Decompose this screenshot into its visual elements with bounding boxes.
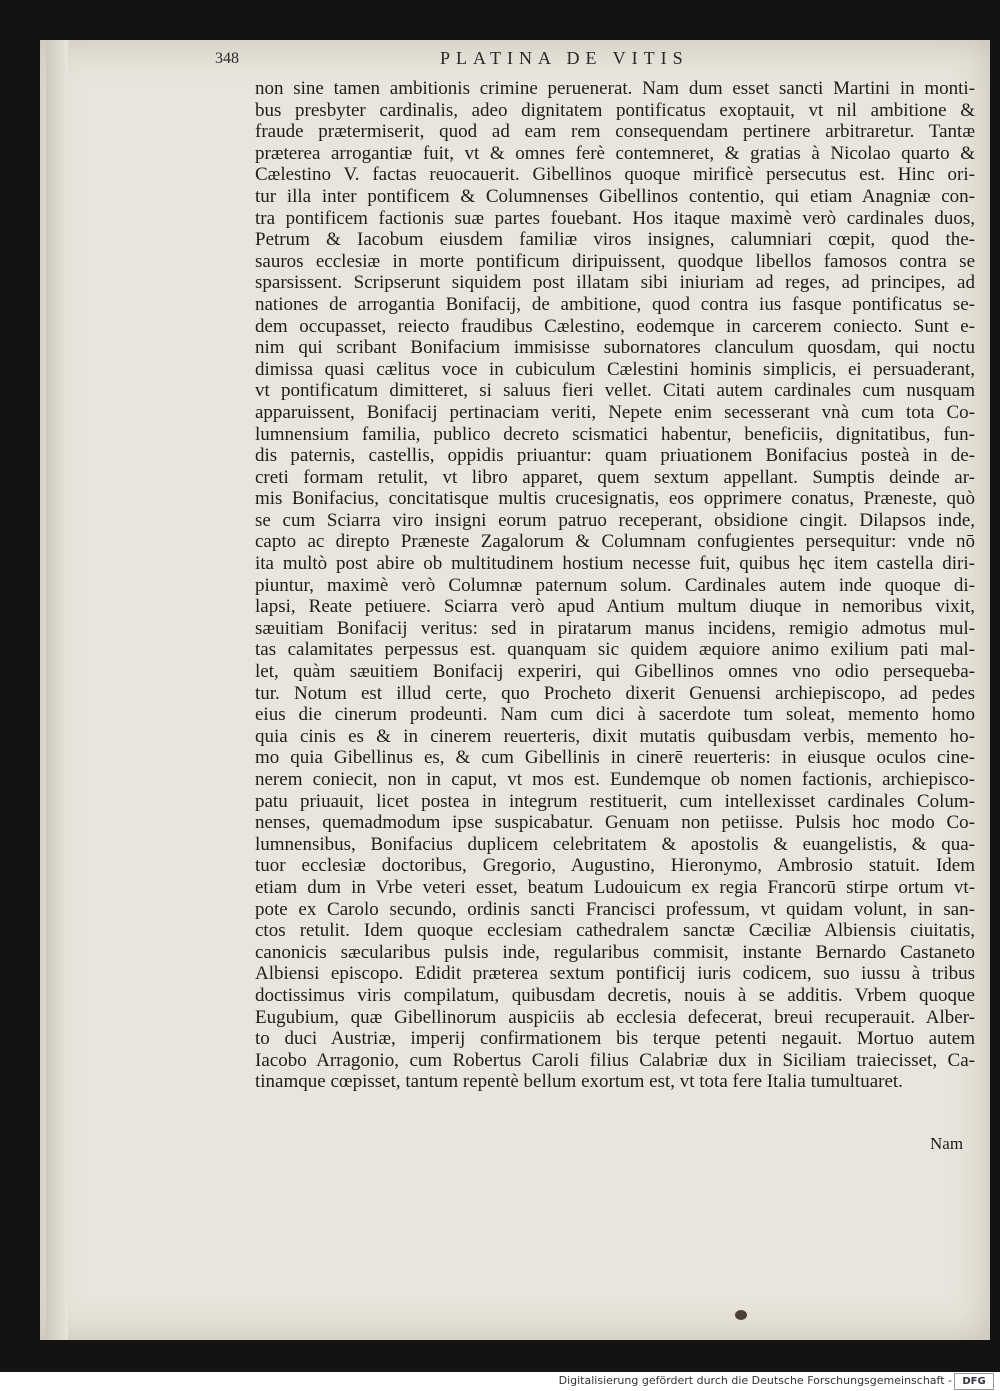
digitization-footer [0,1372,1000,1391]
text-line: Eugubium, quæ Gibellinorum auspiciis ab ecclesia defecerat, breui recuperauit. Alber- [255,1006,975,1028]
text-line: tra pontificem factionis suæ partes fouebant. Hos itaque maximè verò cardinales duos, [255,207,975,229]
catchword: Nam [930,1134,964,1153]
page-gutter-shadow [46,40,68,1340]
body-text [255,78,975,1093]
text-line: canonicis sæcularibus pulsis inde, regularibus commisit, instante Bernardo Castaneto [255,941,975,963]
text-line: nim qui scribant Bonifacium immisisse subornatores clanculum quosdam, qui noctu [255,337,975,359]
text-line: mo quia Gibellinus es, & cum Gibellinis in cinerē reuerteris: in eiusque oculos cine- [255,747,975,769]
text-line: præterea arrogantiæ fuit, vt & omnes ferè contemneret, & gratias à Nicolao quarto & [255,142,975,164]
text-line: sauros ecclesiæ in morte pontificum diripuissent, quodque libellos famosos contra se [255,250,975,272]
text-line: quia cinis es & in cinerem reuerteris, dixit mutatis quibusdam verbis, memento ho- [255,725,975,747]
folio-number: 348 [215,50,239,67]
text-line: dis paternis, castellis, oppidis priuantur: quam priuationem Bonifacius posteà in de- [255,445,975,467]
text-line: sæuitiam Bonifacij veritus: sed in piratarum manus incidens, remigio admotus mul- [255,617,975,639]
text-line: eius die cinerum prodeunti. Nam cum dici à sacerdote tum soleat, memento homo [255,704,975,726]
text-line: vt pontificatum dimitteret, si saluus fieri vellet. Citati autem cardinales cum nusquam [255,380,975,402]
text-line: fraude prætermiserit, quod ad eam rem consequendam pertinere arbitraretur. Tantæ [255,121,975,143]
text-line: apparuissent, Bonifacij pertinaciam veriti, Nepete enim secesserant vnà cum tota Co- [255,401,975,423]
page-header [215,48,775,72]
text-line: dimissa quasi cælitus voce in cubiculum Cælestini hominis simplicis, ei persuaderant, [255,358,975,380]
footer-credit-text: Digitalisierung gefördert durch die Deutsche Forschungsgemeinschaft - [558,1374,952,1387]
text-line: tas calamitates perpessus est. quanquam sic quidem æquiore animo exilium pati mal- [255,639,975,661]
ink-spot [735,1310,747,1320]
text-line: Iacobo Arragonio, cum Robertus Caroli filius Calabriæ dux in Siciliam traiecisset, Ca- [255,1049,975,1071]
text-line: nerem coniecit, non in caput, vt mos est. Eundemque ob nomen factionis, archiepisco- [255,769,975,790]
text-line: piuntur, maximè verò Columnæ paternum solum. Cardinales autem inde quoque di- [255,574,975,596]
text-line: nenses, quemadmodum ipse suspicabatur. Genuam non petiisse. Pulsis hoc modo Co- [255,812,975,834]
text-line: sparsissent. Scripserunt siquidem post illatam sibi iniuriam ad reges, ad principes, ad [255,272,975,294]
text-line: Cælestino V. factas reuocauerit. Gibellinos quoque mirificè persecutus est. Hinc ori- [255,164,975,186]
text-line: tur illa inter pontificem & Columnenses Gibellinos contentio, qui etiam Anagniæ con- [255,185,975,207]
text-line: lumnensium familia, publico decreto scismatici habentur, beneficiis, dignitatibus, fun- [255,423,975,445]
text-line: Petrum & Iacobum eiusdem familiæ viros insignes, calumniari cœpit, quod the- [255,229,975,251]
text-line: lapsi, Reate petiuere. Sciarra verò apud Antium multum diuque in nemoribus vixit, [255,596,975,618]
text-line: doctissimus viris compilatum, quibusdam decretis, nouis à se additis. Vrbem quoque [255,984,975,1006]
text-line: Albiensi episcopo. Edidit præterea sextum pontificij iuris codicem, suo iussu à tribus [255,963,975,985]
text-line: let, quàm sæuitiem Bonifacij experiri, qui Gibellinos omnes vno odio persequeba- [255,661,975,683]
text-line: patu priuauit, licet postea in integrum restituerit, cum intellexisset cardinales Colum- [255,790,975,812]
dfg-logo: DFG [954,1373,994,1390]
text-line: ctos retulit. Idem quoque ecclesiam cathedralem sanctæ Cæciliæ Albiensis ciuitatis, [255,920,975,942]
text-line: pote ex Carolo secundo, ordinis sancti Francisci professum, vt quidam volunt, in san- [255,898,975,920]
text-line: nationes de arrogantia Bonifacij, de ambitione, quod contra ius fasque pontificatus se- [255,293,975,315]
text-line: se cum Sciarra viro insigni eorum patruo receperant, obsidione cingit. Dilapsos inde, [255,509,975,531]
text-line: etiam dum in Vrbe veteri esset, beatum Ludouicum ex regia Francorū stirpe ortum vt- [255,876,975,898]
text-line: tinamque cœpisset, tantum repentè bellum exortum est, vt tota fere Italia tumultuaret. [255,1071,903,1093]
text-line: tur. Notum est illud certe, quo Procheto dixerit Genuensi archiepiscopo, ad pedes [255,682,975,704]
text-line: ita multò post abire ob multitudinem hostium necesse fuit, quibus hęc item castella diri- [255,553,975,575]
text-line: capto ac direpto Præneste Zagalorum & Columnam confugientes persequitur: vnde nō [255,531,975,553]
text-line: non sine tamen ambitionis crimine peruenerat. Nam dum esset sancti Martini in monti- [255,78,975,99]
text-line: creti formam retulit, vt libro apparet, quem sextum appellant. Sumptis deinde ar- [255,466,975,488]
text-line: dem occupasset, reiecto fraudibus Cælestino, eodemque in carcerem coniecto. Sunt e- [255,315,975,337]
text-line: lumnensibus, Bonifacius duplicem celebritatem & apostolis & euangelistis, & qua- [255,833,975,855]
running-head: PLATINA DE VITIS [440,48,689,68]
text-line: mis Bonifacius, concitatisque multis crucesignatis, eos opprimere conatus, Præneste, quò [255,488,975,510]
text-line: bus presbyter cardinalis, adeo dignitatem pontificatus exoptauit, vt nil ambitione & [255,99,975,121]
text-line: tuor ecclesiæ doctoribus, Gregorio, Augustino, Hieronymo, Ambrosio statuit. Idem [255,855,975,877]
text-line: to duci Austriæ, imperij confirmationem bis terque petenti negauit. Mortuo autem [255,1028,975,1050]
